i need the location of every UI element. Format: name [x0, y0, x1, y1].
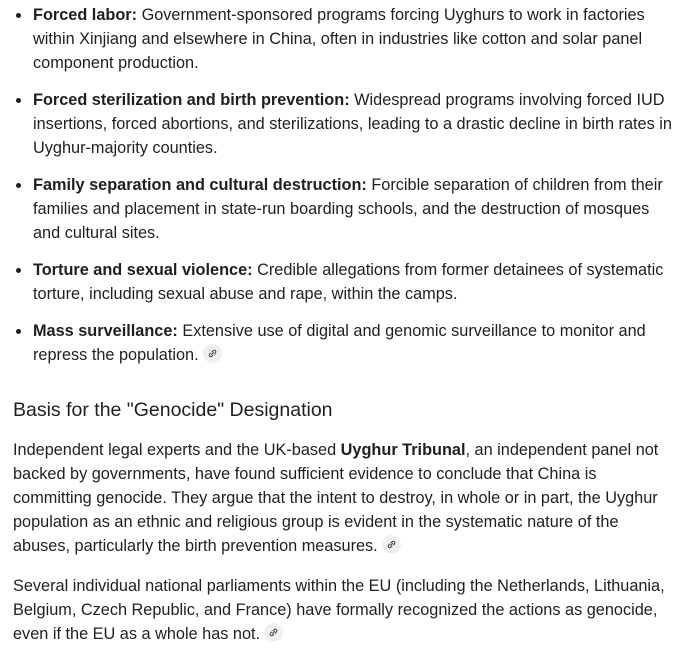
paragraph-text: Independent legal experts and the UK-based	[13, 441, 341, 459]
list-item-text: Extensive use of digital and genomic surveillance to monitor and repress the population.	[33, 322, 646, 364]
paragraph-eu	[13, 574, 673, 646]
paragraph-tribunal	[13, 438, 673, 558]
source-link-button[interactable]	[203, 344, 222, 363]
link-icon	[268, 627, 279, 638]
link-icon	[386, 539, 397, 550]
list-item-text: Credible allegations from former detainees of systematic torture, including sexual abuse and rape, within the camps.	[33, 261, 664, 303]
list-item-title: Mass surveillance:	[33, 322, 178, 340]
source-link-button[interactable]	[382, 535, 401, 554]
list-item-title: Forced labor:	[33, 6, 138, 24]
response-content	[13, 3, 673, 662]
list-item-title: Torture and sexual violence:	[33, 261, 253, 279]
list-item-text: Government-sponsored programs forcing Uyghurs to work in factories within Xinjiang and elsewhere in China, often in industries like cotton and solar panel component production.	[33, 6, 645, 72]
list-item-text: Forcible separation of children from their families and placement in state-run boarding schools, and the destruction of mosques and cultural sites.	[33, 176, 663, 242]
section-heading: Basis for the "Genocide" Designation	[13, 399, 333, 421]
list-item-text: Widespread programs involving forced IUD insertions, forced abortions, and sterilizations, leading to a drastic decline in birth rates in Uyghur-majority counties.	[33, 91, 672, 157]
paragraph-bold: Uyghur Tribunal	[340, 441, 466, 459]
paragraph-text: , an independent panel not backed by governments, have found sufficient evidence to conclude that China is committing genocide. They argue that the intent to destroy, in whole or in part, the Uyghur population as an ethnic and religious group is evident in the systematic nature of the abuses, particularly the birth prevention measures.	[13, 441, 659, 555]
source-link-button[interactable]	[264, 623, 283, 642]
list-item-title: Forced sterilization and birth prevention:	[33, 91, 350, 109]
abuses-list	[13, 3, 673, 367]
list-item	[13, 88, 673, 160]
list-item	[13, 3, 673, 75]
list-item	[13, 319, 673, 367]
list-item	[13, 173, 673, 245]
list-item-title: Family separation and cultural destruction:	[33, 176, 367, 194]
paragraph-text: Several individual national parliaments within the EU (including the Netherlands, Lithuania, Belgium, Czech Republic, and France) have formally recognized the actions as genocide, even if the EU as a whole has not.	[13, 577, 665, 643]
link-icon	[207, 348, 218, 359]
list-item	[13, 258, 673, 306]
